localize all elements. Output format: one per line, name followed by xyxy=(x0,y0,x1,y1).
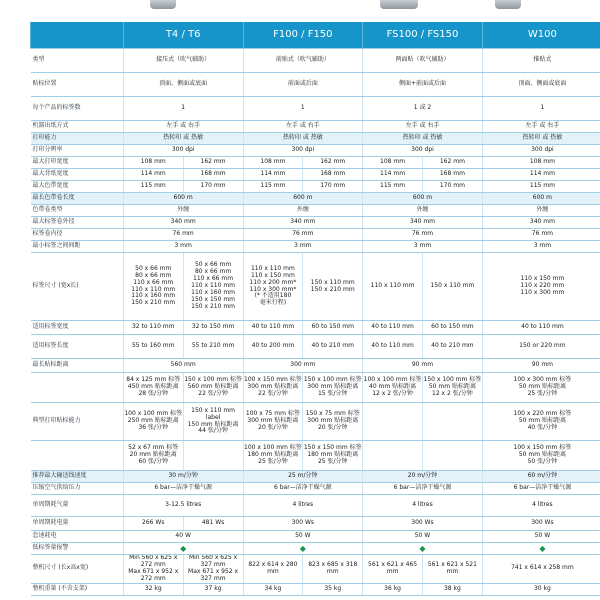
spec-value: 741 x 614 x 258 mm xyxy=(482,555,600,584)
spec-value: 108 mm xyxy=(243,157,303,169)
spec-value: 36 kg xyxy=(363,583,423,595)
spec-label: 适用标签长度 xyxy=(31,335,124,359)
spec-value: 20 m/分钟 xyxy=(363,471,483,483)
header-row xyxy=(31,22,600,49)
spec-label: 标签卷内径 xyxy=(31,229,124,241)
spec-label: 最大标签卷外径 xyxy=(31,217,124,229)
spec-value: 90 mm xyxy=(482,359,600,373)
spec-value: 外缠 xyxy=(123,205,243,217)
header-model: W100 xyxy=(482,22,600,49)
spec-value: 76 mm xyxy=(482,229,600,241)
spec-value: 114 mm xyxy=(243,169,303,181)
spec-label: 低标签量报警 xyxy=(31,543,124,555)
spec-table xyxy=(30,22,600,596)
feature-diamond-icon: ◆ xyxy=(363,543,483,555)
spec-value: 560 mm xyxy=(123,359,243,373)
spec-value: 481 Ws xyxy=(183,517,243,531)
spec-value: 340 mm xyxy=(482,217,600,229)
spec-value xyxy=(363,441,423,471)
spec-value: 114 mm xyxy=(363,169,423,181)
spec-row xyxy=(31,229,600,241)
spec-value: 150 x 110 mm 150 x 210 mm xyxy=(303,253,363,321)
spec-value: 300 Ws xyxy=(243,517,363,531)
spec-value: 37 kg xyxy=(183,583,243,595)
spec-value: 340 mm xyxy=(363,217,483,229)
spec-value: 6 bar—洁净干燥气源 xyxy=(243,483,363,495)
spec-row xyxy=(31,359,600,373)
spec-value: 162 mm xyxy=(183,157,243,169)
spec-value: 前贴式（吹气辅助） xyxy=(243,49,363,73)
spec-value: 150 or 220 mm xyxy=(482,335,600,359)
spec-value: 40 to 110 mm xyxy=(482,321,600,335)
spec-value: 40 to 110 mm xyxy=(363,321,423,335)
spec-value: 52 x 67 mm 标签 20 mm 贴标距离 60 张/分钟 xyxy=(123,441,183,471)
spec-value: 3 mm xyxy=(482,241,600,253)
printer-image-fs100 xyxy=(380,0,418,9)
spec-label: 最长色带卷长度 xyxy=(31,193,124,205)
spec-row xyxy=(31,335,600,359)
spec-label: 标签尺寸 (宽x长) xyxy=(31,253,124,321)
feature-diamond-icon: ◆ xyxy=(243,543,363,555)
spec-value: 150 x 110 mm xyxy=(422,253,482,321)
spec-value: 823 x 685 x 318 mm xyxy=(303,555,363,584)
spec-value: 150 x 150 mm 标签 180 mm 贴标距离 25 张/分钟 xyxy=(303,441,363,471)
spec-value: 76 mm xyxy=(243,229,363,241)
spec-row xyxy=(31,73,600,97)
spec-value: 561 x 621 x 465 mm xyxy=(363,555,423,584)
spec-value: 266 Ws xyxy=(123,517,183,531)
spec-value: 热转印 或 热敏 xyxy=(123,133,243,145)
spec-value: 50 x 66 mm 80 x 66 mm 110 x 66 mm 110 x 110 mm 110 x 160 mm 150 x 210 mm xyxy=(123,253,183,321)
spec-value: 300 Ws xyxy=(363,517,483,531)
spec-row xyxy=(31,517,600,531)
spec-label: 最大色带宽度 xyxy=(31,181,124,193)
printer-image-w100 xyxy=(495,0,521,9)
spec-value: 3 mm xyxy=(363,241,483,253)
spec-label: 适用标签宽度 xyxy=(31,321,124,335)
spec-value: 34 kg xyxy=(243,583,303,595)
spec-row xyxy=(31,495,600,517)
spec-row xyxy=(31,441,600,471)
spec-value xyxy=(422,403,482,441)
spec-value: 76 mm xyxy=(363,229,483,241)
spec-value: 3 mm xyxy=(123,241,243,253)
spec-value: 30 kg xyxy=(482,583,600,595)
spec-value xyxy=(422,441,482,471)
spec-value: 115 mm xyxy=(363,181,423,193)
spec-value: 顶面、侧面或底面 xyxy=(123,73,243,97)
spec-value: 300 Ws xyxy=(482,517,600,531)
spec-label: 怠速耗电 xyxy=(31,531,124,543)
spec-row xyxy=(31,543,600,555)
spec-value: 108 mm xyxy=(482,157,600,169)
spec-value: 40 to 210 mm xyxy=(422,335,482,359)
spec-value: 600 m xyxy=(243,193,363,205)
spec-label: 整机尺寸 (长x高x宽) xyxy=(31,555,124,584)
spec-value: 40 to 210 mm xyxy=(303,335,363,359)
spec-value: 108 mm xyxy=(123,157,183,169)
spec-value: 600 m xyxy=(482,193,600,205)
spec-row xyxy=(31,205,600,217)
spec-row xyxy=(31,321,600,335)
spec-value: 25 m/分钟 xyxy=(243,471,363,483)
spec-label: 推荐最大输送线速度 xyxy=(31,471,124,483)
spec-value: 300 dpi xyxy=(482,145,600,157)
spec-value: 115 mm xyxy=(243,181,303,193)
spec-value: 32 to 150 mm xyxy=(183,321,243,335)
spec-value: 50 x 66 mm 80 x 66 mm 110 x 66 mm 110 x 110 mm 110 x 160 mm 150 x 150 mm 150 x 210 mm xyxy=(183,253,243,321)
spec-value: 150 x 110 mm label 150 mm 贴标距离 44 张/分钟 xyxy=(183,403,243,441)
spec-row xyxy=(31,531,600,543)
spec-label: 最小标签之间间距 xyxy=(31,241,124,253)
spec-value: 150 x 100 mm 标签 300 mm 贴标距离 15 张/分钟 xyxy=(303,373,363,403)
spec-value: 561 x 621 x 521 mm xyxy=(422,555,482,584)
spec-value: 55 to 160 mm xyxy=(123,335,183,359)
spec-value: 推贴式 xyxy=(482,49,600,73)
spec-value: 顶面、侧面或底面 xyxy=(482,73,600,97)
spec-row xyxy=(31,583,600,595)
spec-value: 60 m/分钟 xyxy=(482,471,600,483)
spec-value: 左手 或 右手 xyxy=(123,121,243,133)
spec-value: 前面或后面 xyxy=(243,73,363,97)
spec-row xyxy=(31,217,600,229)
spec-value: 100 x 100 mm 标签 180 mm 贴标距离 25 张/分钟 xyxy=(243,441,303,471)
spec-value: 110 x 110 mm xyxy=(363,253,423,321)
spec-value: 4 litres xyxy=(243,495,363,517)
spec-value: 1 xyxy=(243,97,363,121)
spec-value: 300 mm xyxy=(243,359,363,373)
spec-row xyxy=(31,483,600,495)
spec-value: 外缠 xyxy=(363,205,483,217)
spec-value: 114 mm xyxy=(123,169,183,181)
spec-value: 150 x 100 mm 标签 560 mm 贴标距离 22 张/分钟 xyxy=(183,373,243,403)
spec-row xyxy=(31,471,600,483)
spec-label: 压缩空气供给压力 xyxy=(31,483,124,495)
spec-value: 100 x 150 mm 标签 300 mm 贴标距离 22 张/分钟 xyxy=(243,373,303,403)
spec-value: 100 x 150 mm 标签 50 mm 贴标距离 50 张/分钟 xyxy=(482,441,600,471)
spec-value xyxy=(183,441,243,471)
spec-value: 100 x 100 mm 标签 40 mm 贴标距离 12 x 2 张/分钟 xyxy=(363,373,423,403)
spec-value: Min 560 x 625 x 272 mm Max 671 x 952 x 272 mm xyxy=(123,555,183,584)
spec-label: 单周期耗气量 xyxy=(31,495,124,517)
spec-label: 机器出纸方式 xyxy=(31,121,124,133)
spec-value: 外缠 xyxy=(243,205,363,217)
header-model: FS100 / FS150 xyxy=(363,22,483,49)
spec-value: 50 W xyxy=(363,531,483,543)
spec-value: 108 mm xyxy=(363,157,423,169)
spec-value: 左手 或 右手 xyxy=(482,121,600,133)
spec-label: 最大打印宽度 xyxy=(31,157,124,169)
spec-label: 贴标位置 xyxy=(31,73,124,97)
spec-row xyxy=(31,555,600,584)
spec-value: 40 W xyxy=(123,531,243,543)
spec-value: 热转印 或 热敏 xyxy=(482,133,600,145)
spec-value: 300 dpi xyxy=(363,145,483,157)
spec-value: 115 mm xyxy=(482,181,600,193)
spec-value: 4 litres xyxy=(363,495,483,517)
header-corner xyxy=(31,22,124,49)
spec-value: 40 to 110 mm xyxy=(363,335,423,359)
spec-value: 左手 或 右手 xyxy=(243,121,363,133)
spec-value: 340 mm xyxy=(243,217,363,229)
spec-value: 40 to 110 mm xyxy=(243,321,303,335)
spec-value: 60 to 150 mm xyxy=(422,321,482,335)
spec-row xyxy=(31,193,600,205)
spec-row xyxy=(31,157,600,169)
spec-value: 170 mm xyxy=(183,181,243,193)
spec-value: 6 bar—洁净干燥气源 xyxy=(482,483,600,495)
spec-value: 168 mm xyxy=(422,169,482,181)
spec-label: 单周期耗电量 xyxy=(31,517,124,531)
spec-label: 类型 xyxy=(31,49,124,73)
spec-value: 100 x 100 mm 标签 250 mm 贴标距离 36 张/分钟 xyxy=(123,403,183,441)
spec-value: 100 x 75 mm 标签 300 mm 贴标距离 20 张/分钟 xyxy=(243,403,303,441)
spec-value: 600 m xyxy=(363,193,483,205)
spec-value: 3-12.5 litres xyxy=(123,495,243,517)
spec-value: 168 mm xyxy=(303,169,363,181)
spec-value: 100 x 300 mm 标签 50 mm 贴标距离 25 张/分钟 xyxy=(482,373,600,403)
spec-value: 110 x 150 mm 110 x 220 mm 110 x 300 mm xyxy=(482,253,600,321)
spec-label: 色带卷类型 xyxy=(31,205,124,217)
spec-label xyxy=(31,373,124,403)
spec-value: 热转印 或 热敏 xyxy=(243,133,363,145)
spec-value: 50 W xyxy=(243,531,363,543)
spec-value: 168 mm xyxy=(183,169,243,181)
spec-value: 90 mm xyxy=(363,359,483,373)
spec-value: 6 bar—洁净干燥气源 xyxy=(123,483,243,495)
spec-value: 左手 或 右手 xyxy=(363,121,483,133)
spec-row xyxy=(31,241,600,253)
spec-row xyxy=(31,145,600,157)
spec-value: 150 x 100 mm 标签 50 mm 贴标距离 12 x 2 张/分钟 xyxy=(422,373,482,403)
spec-value: 外缠 xyxy=(482,205,600,217)
spec-label: 最长贴标距离 xyxy=(31,359,124,373)
spec-row xyxy=(31,373,600,403)
printer-image-t4 xyxy=(150,0,176,9)
spec-value: 170 mm xyxy=(303,181,363,193)
spec-value: 150 x 75 mm 标签 300 mm 贴标距离 20 张/分钟 xyxy=(303,403,363,441)
header-model: T4 / T6 xyxy=(123,22,243,49)
spec-label: 打印分辨率 xyxy=(31,145,124,157)
spec-value: 1 xyxy=(482,97,600,121)
spec-value: 115 mm xyxy=(123,181,183,193)
spec-value: 6 bar—洁净干燥气源 xyxy=(363,483,483,495)
spec-label: 每个产品的标签数 xyxy=(31,97,124,121)
spec-row xyxy=(31,121,600,133)
spec-value: 30 m/分钟 xyxy=(123,471,243,483)
spec-label xyxy=(31,441,124,471)
spec-value: 40 to 200 mm xyxy=(243,335,303,359)
feature-diamond-icon: ◆ xyxy=(482,543,600,555)
header-model: F100 / F150 xyxy=(243,22,363,49)
spec-value: 4 litres xyxy=(482,495,600,517)
spec-value: 50 W xyxy=(482,531,600,543)
product-image-strip xyxy=(0,0,600,22)
feature-diamond-icon: ◆ xyxy=(123,543,243,555)
spec-value: 热转印 或 热敏 xyxy=(363,133,483,145)
spec-value: Min 560 x 625 x 327 mm Max 671 x 952 x 327 mm xyxy=(183,555,243,584)
spec-value: 接压式（吹气辅助） xyxy=(123,49,243,73)
spec-label: 最大背纸宽度 xyxy=(31,169,124,181)
spec-row xyxy=(31,169,600,181)
spec-row xyxy=(31,133,600,145)
spec-value: 侧面+前面或后面 xyxy=(363,73,483,97)
spec-row xyxy=(31,49,600,73)
spec-value: 1 或 2 xyxy=(363,97,483,121)
spec-value: 162 mm xyxy=(422,157,482,169)
spec-label: 典型打印贴标能力 xyxy=(31,403,124,441)
spec-row xyxy=(31,253,600,321)
spec-value: 600 m xyxy=(123,193,243,205)
spec-value: 32 kg xyxy=(123,583,183,595)
spec-value: 32 to 110 mm xyxy=(123,321,183,335)
spec-value: 1 xyxy=(123,97,243,121)
spec-row xyxy=(31,403,600,441)
spec-value: 84 x 125 mm 标签 450 mm 贴标距离 28 张/分钟 xyxy=(123,373,183,403)
spec-value: 76 mm xyxy=(123,229,243,241)
spec-value: 55 to 210 mm xyxy=(183,335,243,359)
spec-row xyxy=(31,181,600,193)
spec-value xyxy=(363,403,423,441)
spec-value: 822 x 614 x 280 mm xyxy=(243,555,303,584)
spec-value: 300 dpi xyxy=(243,145,363,157)
spec-row xyxy=(31,97,600,121)
spec-value: 3 mm xyxy=(243,241,363,253)
spec-value: 170 mm xyxy=(422,181,482,193)
spec-value: 114 mm xyxy=(482,169,600,181)
spec-label: 整机重量 (不含支架) xyxy=(31,583,124,595)
spec-value: 35 kg xyxy=(303,583,363,595)
spec-label: 打印能力 xyxy=(31,133,124,145)
spec-value: 100 x 220 mm 标签 50 mm 贴标距离 40 张/分钟 xyxy=(482,403,600,441)
spec-value: 两面贴（吹气辅助） xyxy=(363,49,483,73)
spec-value: 300 dpi xyxy=(123,145,243,157)
spec-value: 110 x 110 mm 110 x 150 mm 110 x 200 mm* 110 x 300 mm* (* 不适用180 毫米行程) xyxy=(243,253,303,321)
spec-value: 38 kg xyxy=(422,583,482,595)
spec-value: 60 to 150 mm xyxy=(303,321,363,335)
spec-value: 162 mm xyxy=(303,157,363,169)
spec-value: 340 mm xyxy=(123,217,243,229)
